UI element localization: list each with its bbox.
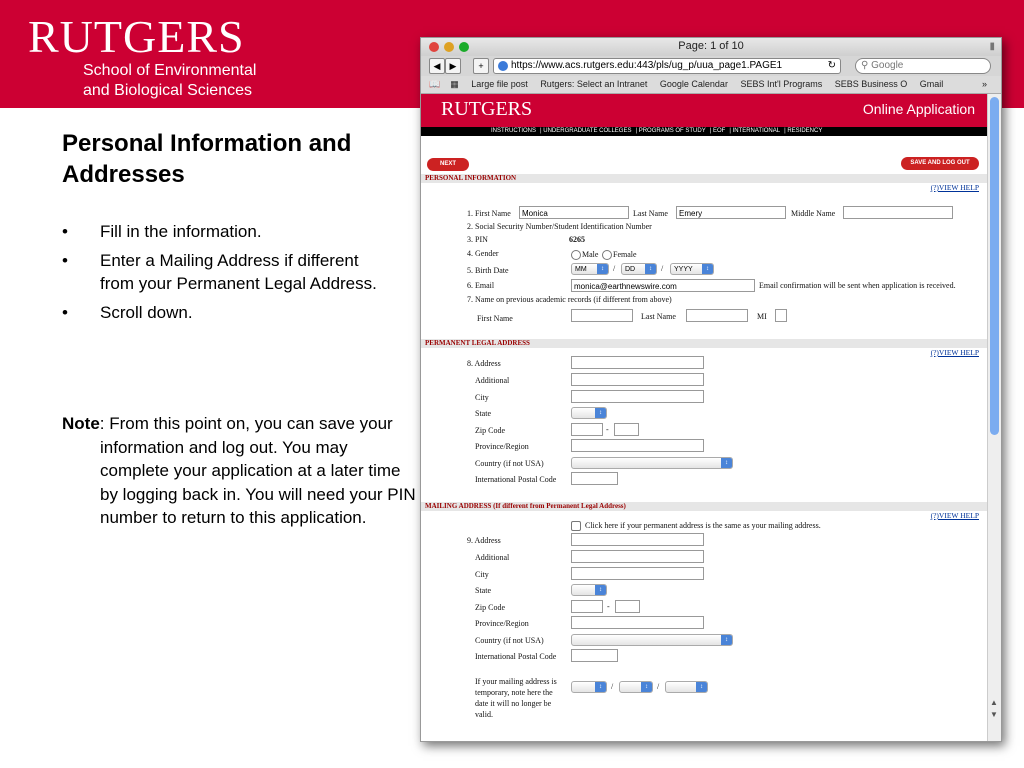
prev-mi-label: MI xyxy=(757,312,767,321)
search-icon: ⚲ xyxy=(861,60,869,71)
section-heading-mailing: MAILING ADDRESS (If different from Permanent Legal Address) xyxy=(421,502,987,511)
date-separator: / xyxy=(611,682,614,691)
perm-zip-field[interactable] xyxy=(571,423,603,436)
mail-zip-field[interactable] xyxy=(571,600,603,613)
same-address-label: Click here if your permanent address is the same as your mailing address. xyxy=(585,521,821,530)
temp-year-select[interactable] xyxy=(665,681,708,693)
add-bookmark-button[interactable] xyxy=(473,58,489,74)
perm-state-label: State xyxy=(475,409,491,418)
nav-item[interactable]: PROGRAMS OF STUDY xyxy=(638,128,706,134)
plus-icon: + xyxy=(478,61,484,71)
email-label: 6. Email xyxy=(467,281,495,290)
perm-additional-label: Additional xyxy=(475,376,510,385)
bookmark-item[interactable]: SEBS Business O xyxy=(834,79,908,89)
mail-state-select[interactable] xyxy=(571,584,607,596)
mail-state-label: State xyxy=(475,586,491,595)
list-item: • Fill in the information. xyxy=(62,220,392,244)
mail-additional-label: Additional xyxy=(475,553,510,562)
bookmark-item[interactable]: Large file post xyxy=(471,79,528,89)
perm-province-label: Province/Region xyxy=(475,442,529,451)
forward-arrow-icon: ▶ xyxy=(449,61,457,71)
note-text: : From this point on, you can save your information and log out. You may complete your application at a later time by logging back in. You will need your PIN number to return to this application. xyxy=(99,414,416,527)
page-content xyxy=(421,94,987,741)
nav-item[interactable]: INSTRUCTIONS xyxy=(491,128,536,134)
zip-dash: - xyxy=(607,602,610,611)
rutgers-logo: RUTGERS xyxy=(28,11,245,62)
gender-male-label: Male xyxy=(582,250,599,259)
perm-city-field[interactable] xyxy=(571,390,704,403)
reload-icon[interactable]: ↻ xyxy=(827,60,836,71)
perm-city-label: City xyxy=(475,393,489,402)
nav-item[interactable]: EOF xyxy=(712,128,726,134)
temp-note-line: valid. xyxy=(475,710,493,719)
date-separator: / xyxy=(661,264,664,273)
mail-additional-field[interactable] xyxy=(571,550,704,563)
perm-postal-field[interactable] xyxy=(571,472,618,485)
ssn-label: 2. Social Security Number/Student Identification Number xyxy=(467,222,652,231)
mail-city-label: City xyxy=(475,570,489,579)
prev-first-name-label: First Name xyxy=(477,314,513,323)
perm-additional-field[interactable] xyxy=(571,373,704,386)
birth-date-label: 5. Birth Date xyxy=(467,266,509,275)
more-bookmarks-icon[interactable]: » xyxy=(981,79,987,89)
scroll-down-arrow-icon[interactable]: ▼ xyxy=(990,710,998,719)
mail-country-select[interactable] xyxy=(571,634,733,646)
mail-province-label: Province/Region xyxy=(475,619,529,628)
gender-male-radio[interactable] xyxy=(571,250,581,260)
view-help-link[interactable]: (?)VIEW HELP xyxy=(930,348,979,357)
bookmark-item[interactable]: SEBS Int'l Programs xyxy=(740,79,823,89)
date-separator: / xyxy=(613,264,616,273)
back-arrow-icon: ◀ xyxy=(433,61,441,71)
bookmarks-bar xyxy=(421,76,1001,94)
next-button[interactable]: NEXT xyxy=(427,158,469,171)
url-text: https://www.acs.rutgers.edu:443/pls/ug_p/uua_page1.PAGE1 xyxy=(511,60,783,71)
browser-window xyxy=(420,37,1002,742)
chevron-updown-icon: ↕ xyxy=(696,682,707,692)
perm-province-field[interactable] xyxy=(571,439,704,452)
nav-item[interactable]: RESIDENCY xyxy=(787,128,823,134)
prev-last-name-label: Last Name xyxy=(641,312,676,321)
chevron-updown-icon: ↕ xyxy=(595,585,606,595)
perm-address-field[interactable] xyxy=(571,356,704,369)
middle-name-label: Middle Name xyxy=(791,209,836,218)
birth-month-value: MM xyxy=(575,266,587,273)
chevron-updown-icon: ↕ xyxy=(597,264,608,274)
section-heading-personal: PERSONAL INFORMATION xyxy=(421,174,987,183)
gender-female-radio[interactable] xyxy=(602,250,612,260)
mail-address-field[interactable] xyxy=(571,533,704,546)
bookmark-item[interactable]: Google Calendar xyxy=(659,79,728,89)
email-note: Email confirmation will be sent when application is received. xyxy=(759,281,956,290)
last-name-label: Last Name xyxy=(633,209,668,218)
date-separator: / xyxy=(657,682,660,691)
perm-postal-label: International Postal Code xyxy=(475,475,557,484)
list-item: • Scroll down. xyxy=(62,301,392,325)
mail-address-label: 9. Address xyxy=(467,536,501,545)
perm-zip-label: Zip Code xyxy=(475,426,505,435)
forward-button[interactable] xyxy=(445,58,461,74)
prev-last-name-field[interactable] xyxy=(686,309,748,322)
bookmark-item[interactable]: Rutgers: Select an Intranet xyxy=(540,79,648,89)
perm-zip-ext-field[interactable] xyxy=(614,423,639,436)
same-address-checkbox[interactable] xyxy=(571,521,581,531)
gender-female-label: Female xyxy=(613,250,637,259)
prev-mi-field[interactable] xyxy=(775,309,787,322)
birth-year-select[interactable] xyxy=(670,263,714,275)
section-heading-permanent: PERMANENT LEGAL ADDRESS xyxy=(421,339,987,348)
chevron-updown-icon: ↕ xyxy=(595,408,606,418)
perm-country-select[interactable] xyxy=(571,457,733,469)
back-button[interactable] xyxy=(429,58,445,74)
book-icon[interactable]: 📖 xyxy=(429,79,441,89)
email-field[interactable]: monica@earthnewswire.com xyxy=(571,279,755,292)
chevron-updown-icon: ↕ xyxy=(595,682,606,692)
view-help-link[interactable]: (?)VIEW HELP xyxy=(930,183,979,192)
list-item: • Enter a Mailing Address if different from your Permanent Legal Address. xyxy=(62,249,392,296)
birth-day-value: DD xyxy=(625,266,636,273)
app-header xyxy=(421,94,987,127)
temp-month-select[interactable] xyxy=(571,681,607,693)
instruction-list xyxy=(62,220,392,329)
birth-day-select[interactable] xyxy=(621,263,657,275)
note-paragraph xyxy=(62,412,420,530)
view-help-link[interactable]: (?)VIEW HELP xyxy=(930,511,979,520)
school-name xyxy=(83,61,256,101)
last-name-field[interactable]: Emery xyxy=(676,206,786,219)
temp-address-note xyxy=(475,676,557,720)
search-placeholder: Google xyxy=(871,60,904,71)
first-name-label: 1. First Name xyxy=(467,209,511,218)
gender-label: 4. Gender xyxy=(467,249,499,258)
prev-name-label: 7. Name on previous academic records (if different from above) xyxy=(467,295,672,304)
nav-item[interactable]: INTERNATIONAL xyxy=(732,128,781,134)
temp-day-select[interactable] xyxy=(619,681,653,693)
save-and-logout-button[interactable]: SAVE AND LOG OUT xyxy=(901,157,979,170)
window-title: Page: 1 of 10 xyxy=(678,40,744,52)
nav-item[interactable]: UNDERGRADUATE COLLEGES xyxy=(543,128,632,134)
perm-country-label: Country (if not USA) xyxy=(475,459,544,468)
globe-icon xyxy=(498,61,508,71)
middle-name-field[interactable] xyxy=(843,206,953,219)
perm-address-label: 8. Address xyxy=(467,359,501,368)
birth-month-select[interactable] xyxy=(571,263,609,275)
school-name-line2: and Biological Sciences xyxy=(83,82,252,99)
vertical-scrollbar[interactable] xyxy=(987,94,1001,741)
browser-toolbar xyxy=(421,56,1001,76)
chevron-updown-icon: ↕ xyxy=(702,264,713,274)
app-nav: INSTRUCTIONS | UNDERGRADUATE COLLEGES | PROGRAMS OF STUDY | EOF | INTERNATIONAL | RESIDENCY xyxy=(421,127,987,136)
chevron-updown-icon: ↕ xyxy=(645,264,656,274)
birth-year-value: YYYY xyxy=(674,266,693,273)
pin-value: 6265 xyxy=(569,235,585,244)
address-bar[interactable] xyxy=(493,58,841,74)
pin-label: 3. PIN xyxy=(467,235,488,244)
note-label: Note xyxy=(62,414,100,433)
zip-dash: - xyxy=(606,425,609,434)
mail-province-field[interactable] xyxy=(571,616,704,629)
mail-zip-label: Zip Code xyxy=(475,603,505,612)
app-title: Online Application xyxy=(862,101,975,117)
school-name-line1: School of Environmental xyxy=(83,62,257,79)
mail-postal-label: International Postal Code xyxy=(475,652,557,661)
chevron-updown-icon: ↕ xyxy=(721,635,732,645)
search-input[interactable] xyxy=(855,58,991,74)
mail-zip-ext-field[interactable] xyxy=(615,600,640,613)
scrollbar-thumb[interactable] xyxy=(990,97,999,435)
first-name-field[interactable]: Monica xyxy=(519,206,629,219)
window-titlebar xyxy=(421,38,1001,56)
prev-first-name-field[interactable] xyxy=(571,309,633,322)
mail-country-label: Country (if not USA) xyxy=(475,636,544,645)
lock-icon: ▮ xyxy=(989,41,995,52)
mail-postal-field[interactable] xyxy=(571,649,618,662)
scroll-up-arrow-icon[interactable]: ▲ xyxy=(990,698,998,707)
chevron-updown-icon: ↕ xyxy=(721,458,732,468)
chevron-updown-icon: ↕ xyxy=(641,682,652,692)
grid-icon[interactable]: ▦ xyxy=(450,79,459,89)
mail-city-field[interactable] xyxy=(571,567,704,580)
temp-note-line: date it will no longer be xyxy=(475,699,552,708)
temp-note-line: If your mailing address is xyxy=(475,677,557,686)
perm-state-select[interactable] xyxy=(571,407,607,419)
app-logo: RUTGERS xyxy=(441,98,533,120)
slide-title: Personal Information and Addresses xyxy=(62,130,352,188)
bookmark-item[interactable]: Gmail xyxy=(919,79,944,89)
temp-note-line: temporary, note here the xyxy=(475,688,553,697)
